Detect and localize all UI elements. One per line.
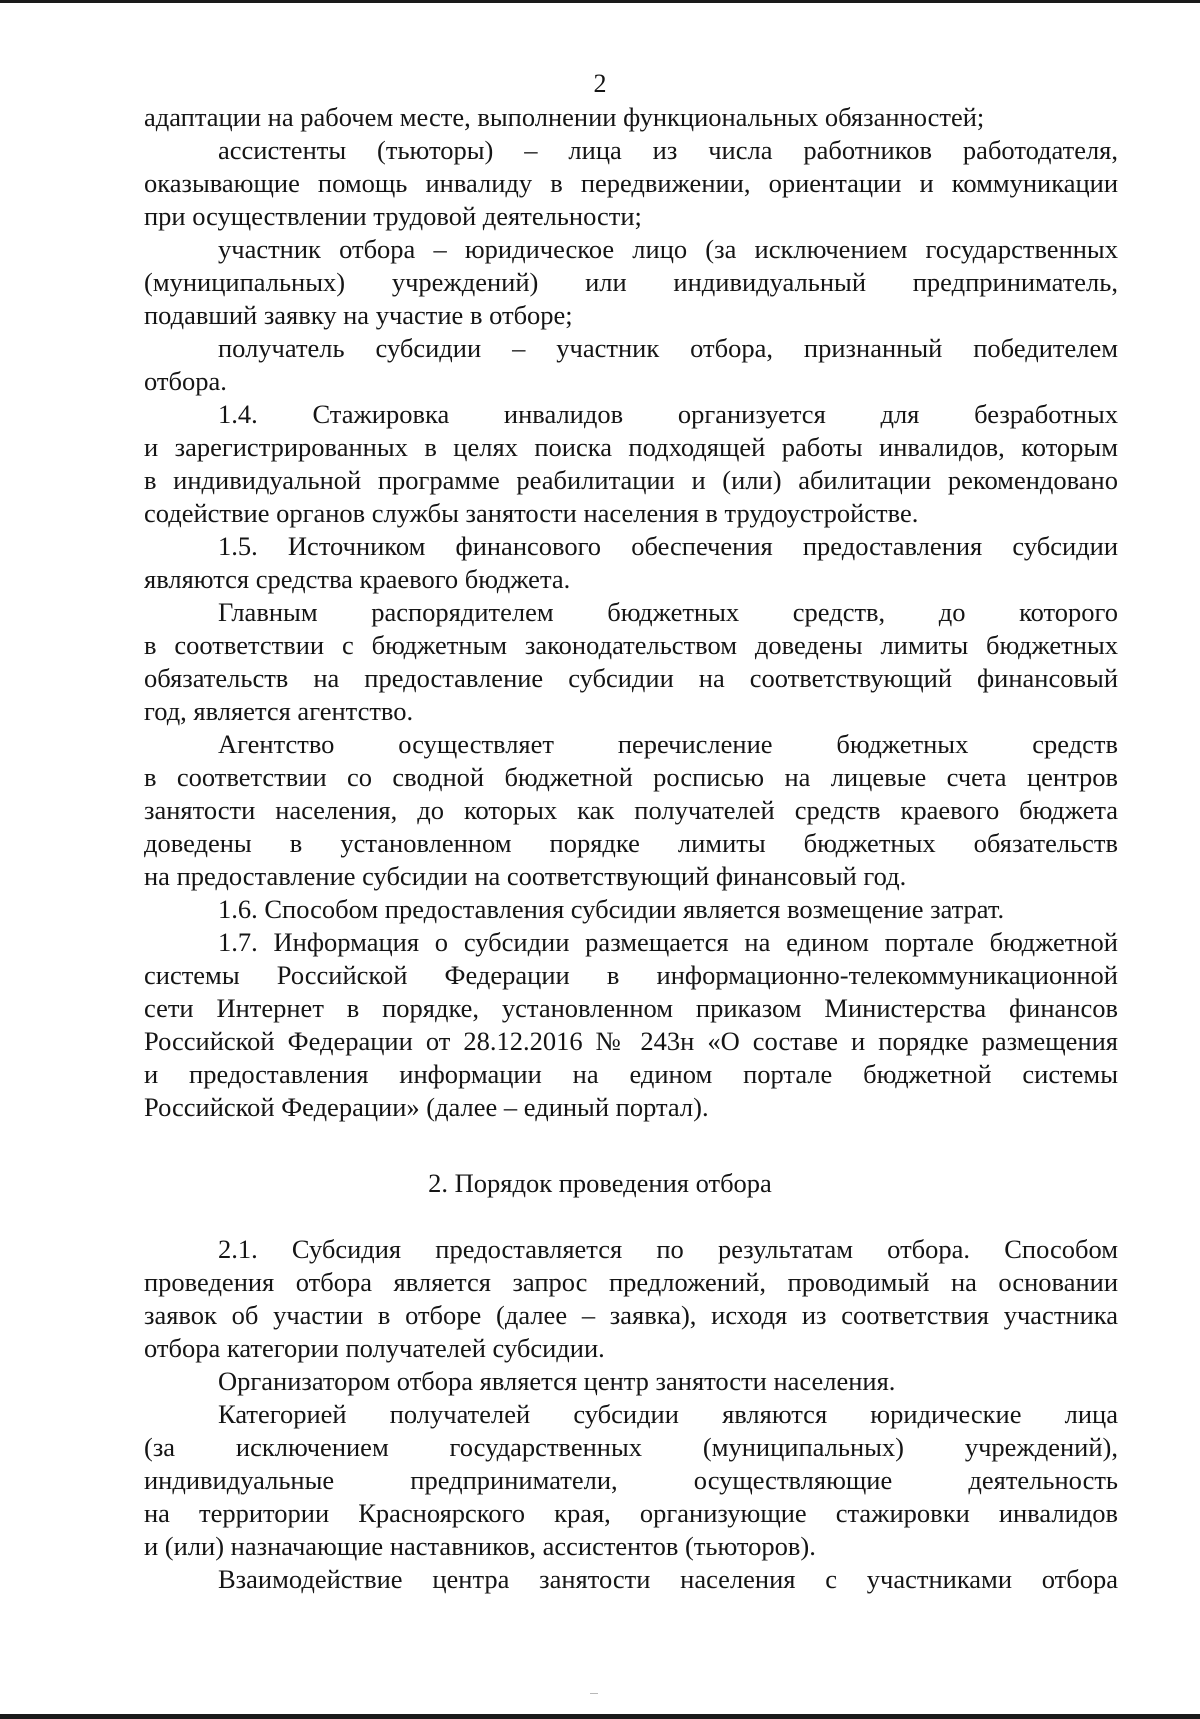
text-line: 1.6. Способом предоставления субсидии является возмещение затрат. bbox=[218, 894, 1005, 924]
section-heading: 2. Порядок проведения отбора bbox=[428, 1168, 772, 1198]
text-line: содействие органов службы занятости населения в трудоустройстве. bbox=[144, 498, 919, 528]
text-line: ассистенты (тьюторы) – лица из числа работников работодателя, bbox=[218, 135, 1118, 165]
text-line: (муниципальных) учреждений) или индивидуальный предприниматель, bbox=[144, 267, 1118, 297]
text-line: Взаимодействие центра занятости населения с участниками отбора bbox=[218, 1564, 1118, 1594]
text-line: и предоставления информации на едином портале бюджетной системы bbox=[144, 1059, 1118, 1089]
text-line: получатель субсидии – участник отбора, признанный победителем bbox=[218, 333, 1118, 363]
scan-speck bbox=[590, 1693, 598, 1694]
text-line: 1.5. Источником финансового обеспечения предоставления субсидии bbox=[218, 531, 1118, 561]
text-line: 1.7. Информация о субсидии размещается на едином портале бюджетной bbox=[218, 927, 1118, 957]
text-line: обязательств на предоставление субсидии на соответствующий финансовый bbox=[144, 663, 1118, 693]
text-line: на территории Красноярского края, организующие стажировки инвалидов bbox=[144, 1498, 1118, 1528]
text-line: проведения отбора является запрос предложений, проводимый на основании bbox=[144, 1267, 1118, 1297]
text-line: Агентство осуществляет перечисление бюджетных средств bbox=[218, 729, 1118, 759]
text-line: (за исключением государственных (муниципальных) учреждений), bbox=[144, 1432, 1118, 1462]
text-line: заявок об участии в отборе (далее – заявка), исходя из соответствия участника bbox=[144, 1300, 1118, 1330]
text-line: являются средства краевого бюджета. bbox=[144, 564, 571, 594]
text-line: в соответствии со сводной бюджетной росписью на лицевые счета центров bbox=[144, 762, 1118, 792]
text-line: и зарегистрированных в целях поиска подходящей работы инвалидов, которым bbox=[144, 432, 1118, 462]
text-line: системы Российской Федерации в информационно-телекоммуникационной bbox=[144, 960, 1118, 990]
text-line: при осуществлении трудовой деятельности; bbox=[144, 201, 642, 231]
text-line: участник отбора – юридическое лицо (за исключением государственных bbox=[218, 234, 1118, 264]
text-line: в соответствии с бюджетным законодательством доведены лимиты бюджетных bbox=[144, 630, 1118, 660]
text-line: и (или) назначающие наставников, ассистентов (тьюторов). bbox=[144, 1531, 816, 1561]
text-line: сети Интернет в порядке, установленном приказом Министерства финансов bbox=[144, 993, 1118, 1023]
text-line: Организатором отбора является центр занятости населения. bbox=[218, 1366, 896, 1396]
body-text-part-2 bbox=[144, 1233, 1118, 1596]
body-text-part-1 bbox=[144, 101, 1118, 1124]
text-line: Главным распорядителем бюджетных средств, до которого bbox=[218, 597, 1118, 627]
text-line: 2.1. Субсидия предоставляется по результатам отбора. Способом bbox=[218, 1234, 1118, 1264]
text-line: год, является агентство. bbox=[144, 696, 414, 726]
text-line: подавший заявку на участие в отборе; bbox=[144, 300, 573, 330]
scan-edge-top bbox=[0, 0, 1200, 3]
text-line: Российской Федерации от 28.12.2016 № 243н «О составе и порядке размещения bbox=[144, 1026, 1118, 1056]
text-line: занятости населения, до которых как получателей средств краевого бюджета bbox=[144, 795, 1118, 825]
scan-edge-bottom bbox=[0, 1714, 1200, 1719]
text-line: индивидуальные предприниматели, осуществляющие деятельность bbox=[144, 1465, 1118, 1495]
text-line: доведены в установленном порядке лимиты бюджетных обязательств bbox=[144, 828, 1118, 858]
text-line: Категорией получателей субсидии являются юридические лица bbox=[218, 1399, 1118, 1429]
text-line: 1.4. Стажировка инвалидов организуется для безработных bbox=[218, 399, 1118, 429]
text-line: Российской Федерации» (далее – единый портал). bbox=[144, 1092, 709, 1122]
text-line: отбора. bbox=[144, 366, 227, 396]
text-line: оказывающие помощь инвалиду в передвижении, ориентации и коммуникации bbox=[144, 168, 1118, 198]
text-line: в индивидуальной программе реабилитации и (или) абилитации рекомендовано bbox=[144, 465, 1118, 495]
text-line: на предоставление субсидии на соответствующий финансовый год. bbox=[144, 861, 907, 891]
text-line: адаптации на рабочем месте, выполнении функциональных обязанностей; bbox=[144, 102, 985, 132]
page-number: 2 bbox=[593, 69, 607, 98]
text-line: отбора категории получателей субсидии. bbox=[144, 1333, 605, 1363]
